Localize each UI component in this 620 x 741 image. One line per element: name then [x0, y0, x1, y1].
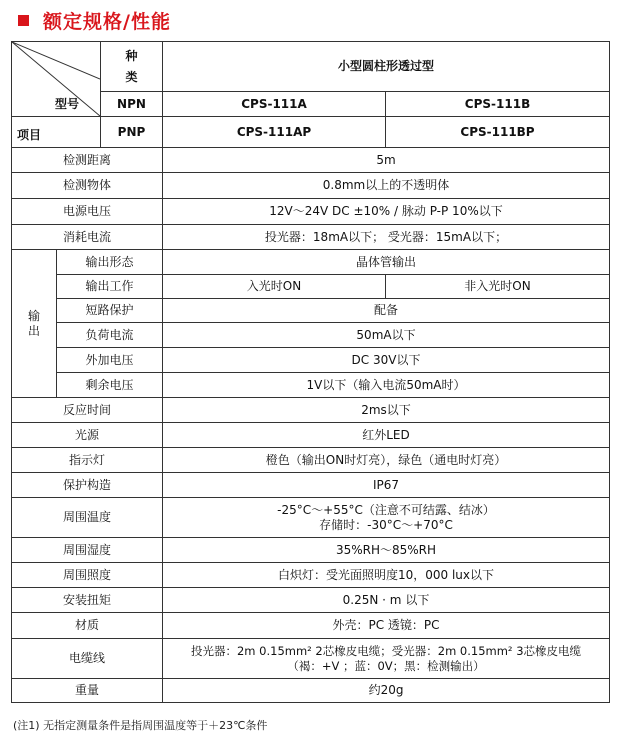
table-row — [12, 538, 610, 563]
row-label: 周围照度 — [12, 563, 163, 588]
table-row — [12, 299, 610, 323]
header-corner-cell — [12, 42, 101, 142]
row-value-line1: 投光器：2m 0.15mm² 2芯橡皮电缆；受光器：2m 0.15mm² 3芯橡皮电缆 — [190, 643, 582, 658]
row-value: IP67 — [163, 473, 610, 498]
table-row — [12, 373, 610, 398]
row-label: 安装扭矩 — [12, 588, 163, 613]
table-row — [12, 423, 610, 448]
row-value-line2: 存储时：-30°C～+70°C — [319, 517, 453, 532]
row-value: 5m — [163, 148, 610, 173]
pnp-model-a: CPS-111AP — [163, 117, 386, 148]
row-label: 输出工作 — [57, 275, 163, 299]
row-label: 材质 — [12, 613, 163, 639]
row-value: 35%RH～85%RH — [163, 538, 610, 563]
table-row — [12, 348, 610, 373]
row-label: 指示灯 — [12, 448, 163, 473]
pnp-label: PNP — [101, 117, 163, 148]
red-square-icon — [18, 15, 29, 26]
footnote: (注1) 无指定测量条件是指周围温度等于＋23℃条件 — [13, 719, 268, 732]
row-value: 12V～24V DC ±10% / 脉动 P-P 10%以下 — [163, 199, 610, 225]
row-label: 保护构造 — [12, 473, 163, 498]
model-label: 型号 — [55, 97, 80, 111]
kind-label-2: 类 — [125, 69, 138, 84]
row-value: 晶体管输出 — [163, 250, 610, 275]
row-label: 检测物体 — [12, 173, 163, 199]
row-value: 0.8mm以上的不透明体 — [163, 173, 610, 199]
pnp-model-b: CPS-111BP — [386, 117, 610, 148]
kind-value: 小型圆柱形透过型 — [163, 42, 610, 92]
table-row — [12, 117, 610, 148]
row-value: 红外LED — [163, 423, 610, 448]
row-value: 约20g — [163, 679, 610, 703]
row-value — [163, 498, 610, 538]
table-row — [12, 42, 610, 92]
row-value: 投光器：18mA以下； 受光器：15mA以下； — [163, 225, 610, 250]
row-value: DC 30V以下 — [163, 348, 610, 373]
kind-label-cell — [101, 42, 163, 92]
row-value: 1V以下（输入电流50mA时） — [163, 373, 610, 398]
row-value — [163, 639, 610, 679]
spec-table — [11, 41, 610, 703]
row-value-a: 入光时ON — [163, 275, 386, 299]
row-value-b: 非入光时ON — [386, 275, 610, 299]
table-row — [12, 250, 610, 275]
item-label: 项目 — [17, 128, 42, 142]
table-row — [12, 92, 610, 117]
row-label: 检测距离 — [12, 148, 163, 173]
row-label: 输出形态 — [57, 250, 163, 275]
row-label: 短路保护 — [57, 299, 163, 323]
row-label: 负荷电流 — [57, 323, 163, 348]
npn-model-b: CPS-111B — [386, 92, 610, 117]
row-label: 光源 — [12, 423, 163, 448]
output-group-label — [12, 250, 57, 398]
section-header — [18, 6, 171, 34]
row-value: 50mA以下 — [163, 323, 610, 348]
row-value: 2ms以下 — [163, 398, 610, 423]
table-row — [12, 613, 610, 639]
section-title: 额定规格/性能 — [43, 10, 171, 33]
row-value: 0.25N · m 以下 — [163, 588, 610, 613]
table-row — [12, 225, 610, 250]
table-row — [12, 473, 610, 498]
row-value-line1: -25°C～+55°C（注意不可结露、结冰） — [277, 502, 495, 517]
row-value: 配备 — [163, 299, 610, 323]
table-row — [12, 563, 610, 588]
table-row — [12, 275, 610, 299]
table-row — [12, 679, 610, 703]
row-value: 白炽灯：受光面照明度10，000 lux以下 — [163, 563, 610, 588]
table-row — [12, 148, 610, 173]
table-row — [12, 173, 610, 199]
row-label: 周围湿度 — [12, 538, 163, 563]
output-label: 输出 — [28, 308, 41, 338]
table-row — [12, 448, 610, 473]
row-label: 消耗电流 — [12, 225, 163, 250]
kind-label-1: 种 — [125, 48, 138, 63]
row-value-line2: （褐：+V ；蓝：0V；黑：检测输出） — [287, 658, 485, 673]
row-label: 重量 — [12, 679, 163, 703]
npn-label: NPN — [101, 92, 163, 117]
table-row — [12, 639, 610, 679]
table-row — [12, 398, 610, 423]
row-value: 外壳：PC 透镜：PC — [163, 613, 610, 639]
row-label: 周围温度 — [12, 498, 163, 538]
row-label: 电缆线 — [12, 639, 163, 679]
table-row — [12, 588, 610, 613]
table-row — [12, 323, 610, 348]
row-label: 反应时间 — [12, 398, 163, 423]
row-value: 橙色（输出ON时灯亮），绿色（通电时灯亮） — [163, 448, 610, 473]
row-label: 电源电压 — [12, 199, 163, 225]
npn-model-a: CPS-111A — [163, 92, 386, 117]
table-row — [12, 199, 610, 225]
table-row — [12, 498, 610, 538]
row-label: 外加电压 — [57, 348, 163, 373]
row-label: 剩余电压 — [57, 373, 163, 398]
